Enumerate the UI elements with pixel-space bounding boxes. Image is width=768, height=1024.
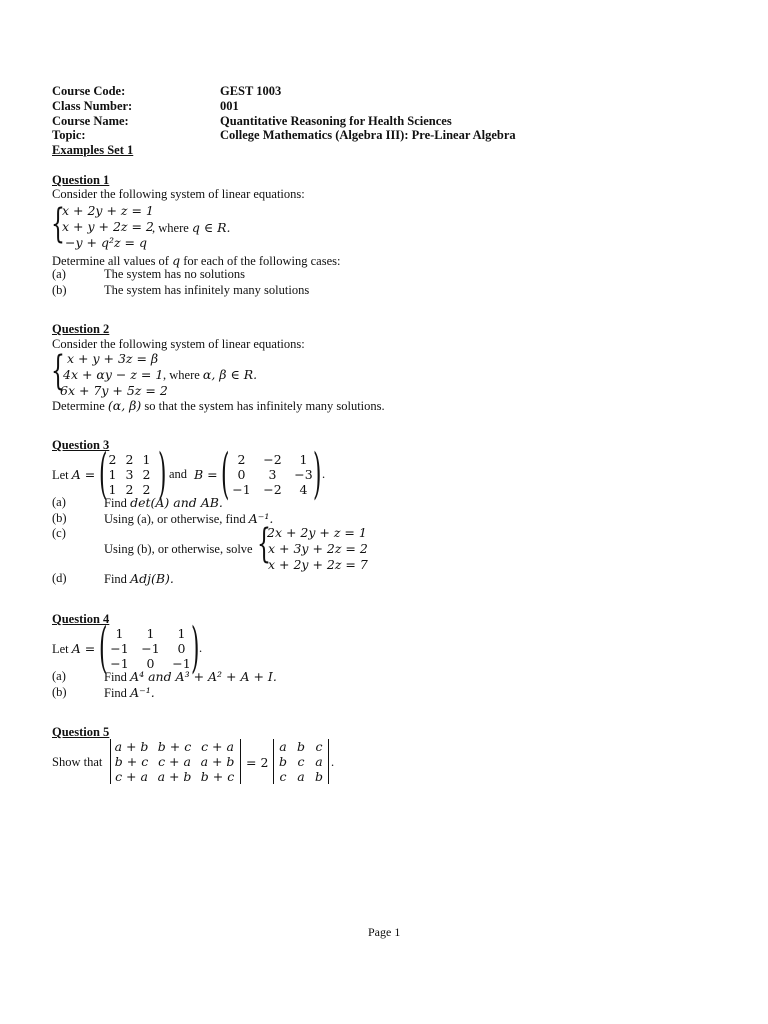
matrix-b-name: B = (194, 467, 218, 482)
matrix-cell: b (296, 739, 305, 754)
matrix-cell: a (279, 739, 287, 754)
equation: 6x + 7y + 5z = 2 (60, 383, 168, 398)
show-text: Show that (52, 755, 103, 769)
matrix-cell: 0 (146, 656, 155, 671)
equation: x + y + 2z = 2 (62, 219, 154, 234)
part-math: A⁻¹. (130, 685, 155, 700)
matrix-cell: b (314, 769, 323, 784)
matrix-cell: c (297, 754, 305, 769)
left-brace: { (51, 348, 65, 394)
determine-var: q (172, 253, 181, 268)
part-text: Using (a), or otherwise, find (104, 512, 249, 526)
and-text: and (169, 467, 188, 481)
label-course-name: Course Name: (52, 114, 129, 128)
label-class-number: Class Number: (52, 99, 133, 113)
matrix-cell: a (315, 754, 323, 769)
matrix-cell: 4 (299, 482, 308, 497)
question-title: Question 3 (52, 438, 110, 452)
matrix-cell: −2 (263, 452, 282, 467)
matrix-cell: c + a (201, 739, 234, 754)
matrix-a-name: A = (71, 641, 96, 656)
determinant-bar (328, 739, 329, 784)
question-intro: Consider the following system of linear equations: (52, 187, 305, 201)
matrix-a-name: A = (71, 467, 96, 482)
matrix-cell: 1 (177, 626, 186, 641)
part-label: (a) (52, 669, 66, 683)
part-text: Find (104, 496, 131, 510)
value-class-number: 001 (220, 99, 239, 113)
determinant-bar (240, 739, 241, 784)
left-paren: ( (99, 616, 108, 679)
equation: x + 2y + z = 1 (62, 203, 154, 218)
value-course-code: GEST 1003 (220, 84, 282, 98)
right-paren: ) (313, 442, 322, 505)
where-prefix: , where (163, 368, 203, 382)
part-math: A⁻¹. (248, 511, 274, 526)
matrix-cell: 1 (299, 452, 308, 467)
part-text: Find (104, 686, 131, 700)
matrix-cell: 0 (237, 467, 246, 482)
matrix-cell: 2 (142, 467, 151, 482)
equation: 4x + αy − z = 1 (63, 367, 164, 382)
matrix-cell: −1 (110, 641, 129, 656)
question-title: Question 2 (52, 322, 110, 336)
question-title: Question 5 (52, 725, 110, 739)
part-label: (b) (52, 283, 67, 297)
matrix-cell: −1 (110, 656, 129, 671)
matrix-cell: −1 (141, 641, 160, 656)
matrix-cell: a + b (200, 754, 235, 769)
matrix-cell: c (315, 739, 323, 754)
matrix-cell: c + a (115, 769, 148, 784)
page-number: Page 1 (368, 925, 401, 939)
equation: 2x + 2y + z = 1 (267, 525, 367, 540)
matrix-cell: 1 (146, 626, 155, 641)
matrix-cell: 2 (237, 452, 246, 467)
part-label: (a) (52, 267, 66, 281)
matrix-cell: 1 (108, 467, 117, 482)
part-math: A⁴ and A³ + A² + A + I. (130, 669, 277, 684)
question-title: Question 1 (52, 173, 110, 187)
equation: x + 3y + 2z = 2 (268, 541, 368, 556)
label-course-code: Course Code: (52, 84, 126, 98)
matrix-cell: c (279, 769, 287, 784)
end-period: . (322, 467, 326, 481)
equals-two: = 2 (246, 755, 269, 770)
where-clause: α, β ∈ R. (202, 367, 258, 382)
determine-end: so that the system has infinitely many solutions. (141, 399, 385, 413)
matrix-cell: 2 (142, 482, 151, 497)
matrix-cell: b + c (114, 754, 149, 769)
left-paren: ( (221, 442, 230, 505)
left-brace: { (51, 201, 65, 247)
matrix-cell: a (297, 769, 305, 784)
part-math: Adj(B). (130, 571, 174, 586)
determine-text: Determine (52, 399, 108, 413)
part-label: (b) (52, 511, 67, 525)
equation: x + 2y + 2z = 7 (268, 557, 368, 572)
matrix-cell: 0 (177, 641, 186, 656)
equation: x + y + 3z = β (67, 351, 159, 366)
equation: −y + q²z = q (65, 235, 147, 250)
part-label: (b) (52, 685, 67, 699)
right-paren: ) (158, 442, 167, 505)
end-period: . (199, 641, 203, 655)
end-period: . (331, 755, 335, 769)
matrix-cell: 1 (115, 626, 124, 641)
matrix-cell: −1 (172, 656, 191, 671)
matrix-cell: 2 (125, 452, 134, 467)
part-text: Find (104, 572, 131, 586)
set-title: Examples Set 1 (52, 143, 134, 157)
part-label: (d) (52, 571, 67, 585)
matrix-cell: 1 (142, 452, 151, 467)
part-text: Using (b), or otherwise, solve (104, 542, 253, 556)
matrix-cell: 3 (125, 467, 134, 482)
part-math: det(A) and AB. (130, 495, 223, 510)
matrix-cell: −3 (294, 467, 313, 482)
determine-end: for each of the following cases: (180, 254, 341, 268)
part-label: (c) (52, 526, 66, 540)
right-paren: ) (191, 616, 200, 679)
left-brace: { (257, 521, 271, 567)
left-paren: ( (99, 442, 108, 505)
matrix-cell: a + b (114, 739, 149, 754)
question-title: Question 4 (52, 612, 110, 626)
matrix-cell: 1 (108, 482, 117, 497)
matrix-cell: b + c (157, 739, 192, 754)
where-clause: q ∈ R. (191, 220, 231, 235)
let-text: Let (52, 468, 72, 482)
determine-text: Determine all values of (52, 254, 173, 268)
matrix-cell: 2 (125, 482, 134, 497)
matrix-cell: 2 (108, 452, 117, 467)
matrix-cell: b + c (200, 769, 235, 784)
part-text: Find (104, 670, 131, 684)
part-text: The system has no solutions (104, 267, 245, 281)
matrix-cell: −2 (263, 482, 282, 497)
part-label: (a) (52, 495, 66, 509)
part-text: The system has infinitely many solutions (104, 283, 310, 297)
label-topic: Topic: (52, 128, 86, 142)
matrix-cell: c + a (158, 754, 191, 769)
value-course-name: Quantitative Reasoning for Health Sciences (220, 114, 452, 128)
matrix-cell: −1 (232, 482, 251, 497)
value-topic: College Mathematics (Algebra III): Pre-Linear Algebra (220, 128, 516, 142)
determine-var: (α, β) (107, 398, 142, 413)
matrix-cell: b (278, 754, 287, 769)
let-text: Let (52, 642, 72, 656)
question-intro: Consider the following system of linear equations: (52, 337, 305, 351)
matrix-cell: a + b (157, 769, 192, 784)
where-prefix: , where (152, 221, 192, 235)
matrix-cell: 3 (268, 467, 277, 482)
